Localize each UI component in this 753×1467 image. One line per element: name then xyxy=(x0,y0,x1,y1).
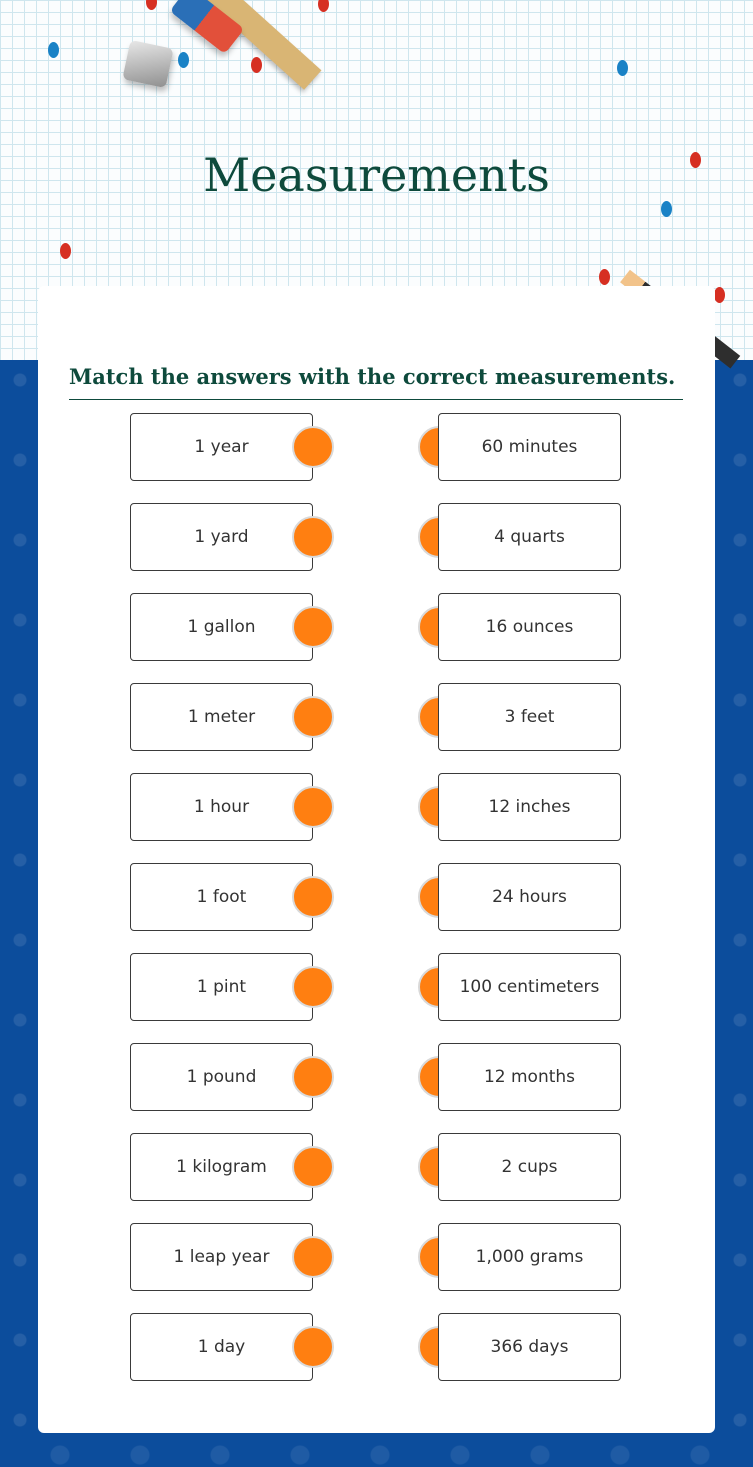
confetti-dot xyxy=(178,52,189,68)
left-answer-box[interactable]: 1 kilogram xyxy=(130,1133,313,1201)
left-answer-box[interactable]: 1 day xyxy=(130,1313,313,1381)
match-row xyxy=(38,1223,715,1293)
left-connector-knob[interactable] xyxy=(292,606,334,648)
left-connector-knob[interactable] xyxy=(292,1236,334,1278)
left-connector-knob[interactable] xyxy=(292,426,334,468)
left-connector-knob[interactable] xyxy=(292,966,334,1008)
match-row xyxy=(38,1043,715,1113)
left-connector-knob[interactable] xyxy=(292,1146,334,1188)
right-answer-box[interactable]: 24 hours xyxy=(438,863,621,931)
left-connector-knob[interactable] xyxy=(292,516,334,558)
confetti-dot xyxy=(617,60,628,76)
match-row xyxy=(38,773,715,843)
left-answer-box[interactable]: 1 gallon xyxy=(130,593,313,661)
left-answer-box[interactable]: 1 hour xyxy=(130,773,313,841)
confetti-dot xyxy=(251,57,262,73)
right-answer-box[interactable]: 100 centimeters xyxy=(438,953,621,1021)
left-answer-box[interactable]: 1 yard xyxy=(130,503,313,571)
right-answer-box[interactable]: 2 cups xyxy=(438,1133,621,1201)
left-connector-knob[interactable] xyxy=(292,1326,334,1368)
match-row xyxy=(38,413,715,483)
left-answer-box[interactable]: 1 pint xyxy=(130,953,313,1021)
right-answer-box[interactable]: 12 months xyxy=(438,1043,621,1111)
right-answer-box[interactable]: 16 ounces xyxy=(438,593,621,661)
page-title: Measurements xyxy=(203,148,550,202)
match-row xyxy=(38,1313,715,1383)
match-row xyxy=(38,593,715,663)
match-row xyxy=(38,863,715,933)
left-connector-knob[interactable] xyxy=(292,786,334,828)
instructions-text: Match the answers with the correct measurements. xyxy=(69,364,683,400)
confetti-dot xyxy=(60,243,71,259)
match-row xyxy=(38,683,715,753)
right-answer-box[interactable]: 60 minutes xyxy=(438,413,621,481)
left-connector-knob[interactable] xyxy=(292,696,334,738)
left-answer-box[interactable]: 1 year xyxy=(130,413,313,481)
left-answer-box[interactable]: 1 leap year xyxy=(130,1223,313,1291)
left-answer-box[interactable]: 1 pound xyxy=(130,1043,313,1111)
right-answer-box[interactable]: 366 days xyxy=(438,1313,621,1381)
confetti-dot xyxy=(48,42,59,58)
confetti-dot xyxy=(661,201,672,217)
left-answer-box[interactable]: 1 meter xyxy=(130,683,313,751)
left-answer-box[interactable]: 1 foot xyxy=(130,863,313,931)
match-row xyxy=(38,503,715,573)
confetti-dot xyxy=(599,269,610,285)
right-answer-box[interactable]: 3 feet xyxy=(438,683,621,751)
confetti-dot xyxy=(714,287,725,303)
left-connector-knob[interactable] xyxy=(292,1056,334,1098)
right-answer-box[interactable]: 4 quarts xyxy=(438,503,621,571)
match-row xyxy=(38,1133,715,1203)
right-answer-box[interactable]: 1,000 grams xyxy=(438,1223,621,1291)
left-connector-knob[interactable] xyxy=(292,876,334,918)
match-row xyxy=(38,953,715,1023)
right-answer-box[interactable]: 12 inches xyxy=(438,773,621,841)
worksheet-card xyxy=(38,286,715,1433)
